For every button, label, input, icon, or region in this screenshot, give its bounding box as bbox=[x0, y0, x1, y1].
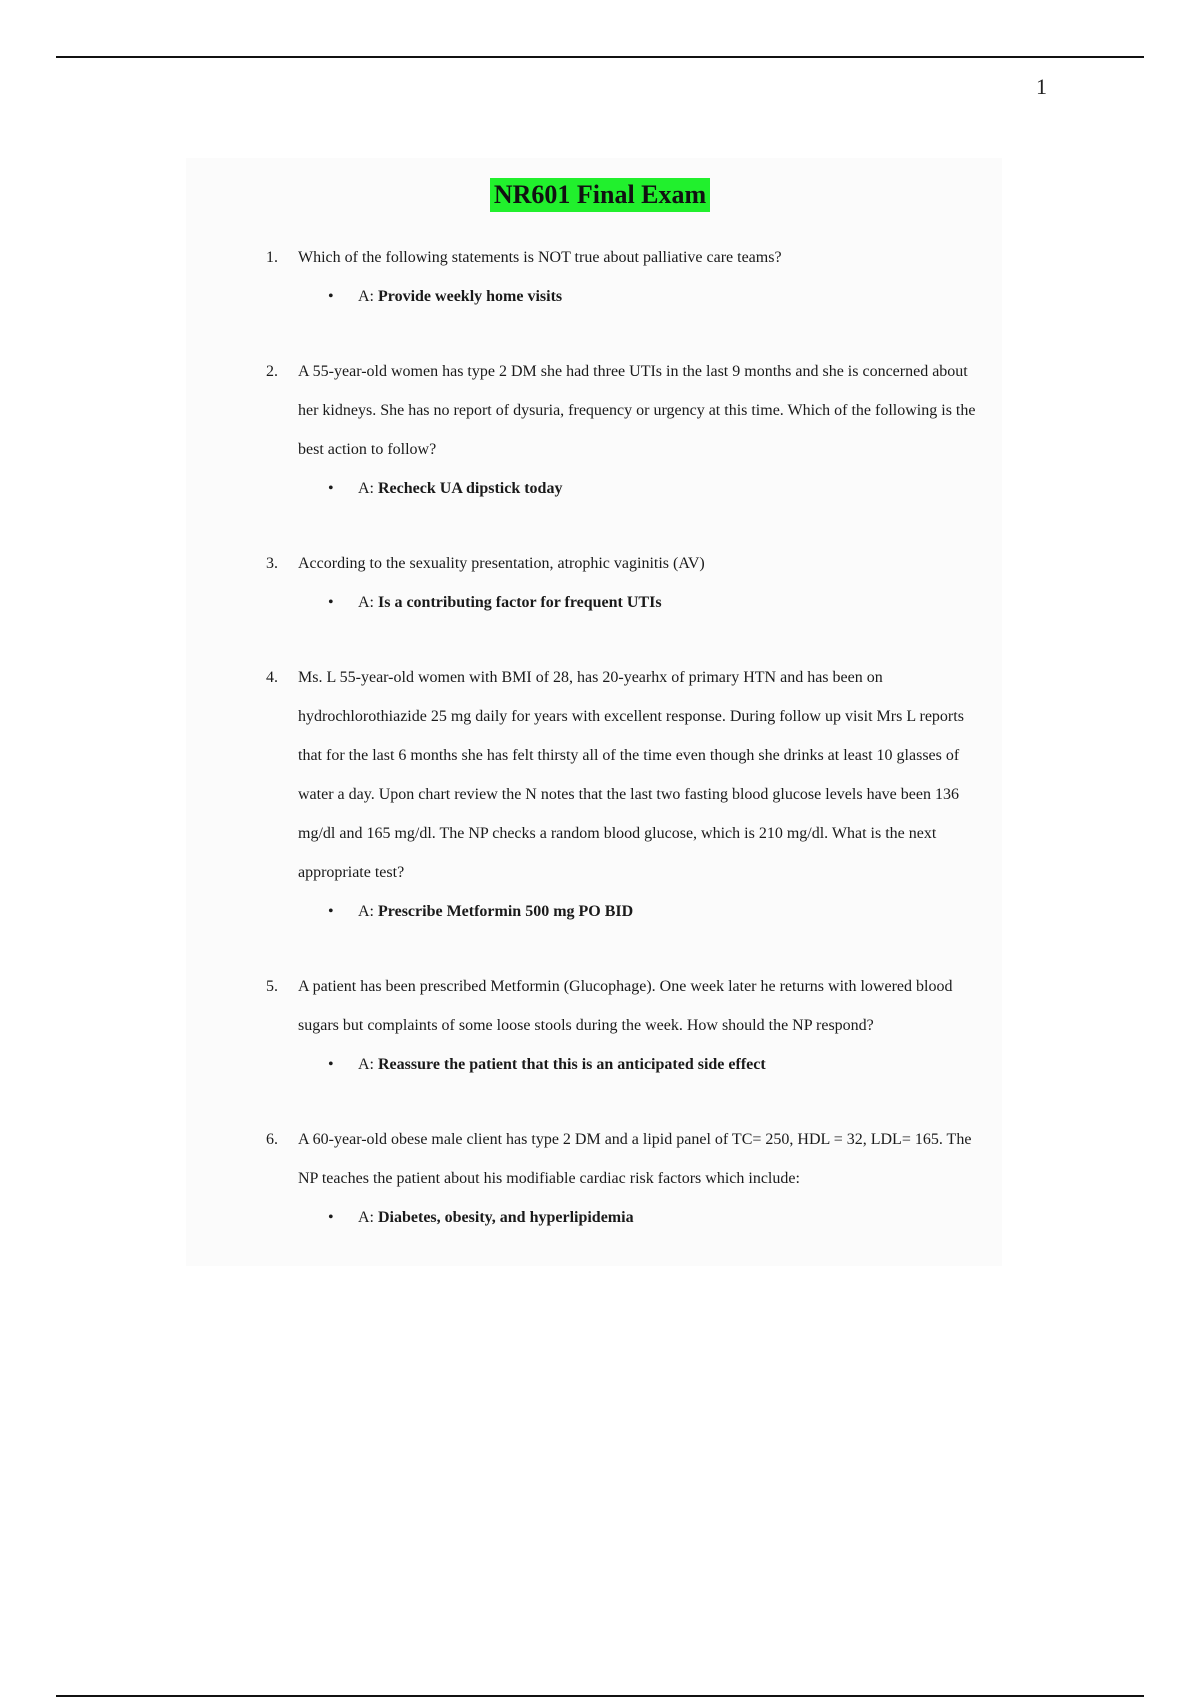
footer-rule bbox=[56, 1695, 1144, 1697]
answer-line bbox=[328, 892, 986, 931]
bullet-icon: • bbox=[328, 288, 334, 305]
answer-text: Is a contributing factor for frequent UTIs bbox=[378, 594, 662, 611]
answer-text: Provide weekly home visits bbox=[378, 288, 563, 305]
question-item bbox=[266, 967, 986, 1084]
answer-prefix: A: bbox=[358, 288, 374, 305]
question-text: According to the sexuality presentation, atrophic vaginitis (AV) bbox=[298, 555, 705, 572]
answer-text: Recheck UA dipstick today bbox=[378, 480, 563, 497]
question-item bbox=[266, 1120, 986, 1237]
question-item bbox=[266, 658, 986, 931]
question-number: 6. bbox=[266, 1131, 278, 1148]
answer-prefix: A: bbox=[358, 594, 374, 611]
answer-line bbox=[328, 277, 986, 316]
question-text: A 55-year-old women has type 2 DM she had three UTIs in the last 9 months and she is concerned about her kidneys. She has no report of dysuria, frequency or urgency at this time. Which of the following is the best action to follow? bbox=[298, 363, 976, 458]
answer-prefix: A: bbox=[358, 1056, 374, 1073]
question-text: A 60-year-old obese male client has type 2 DM and a lipid panel of TC= 250, HDL = 32, LDL= 165. The NP teaches the patient about his modifiable cardiac risk factors which include: bbox=[298, 1131, 972, 1187]
bullet-icon: • bbox=[328, 1209, 334, 1226]
header-rule bbox=[56, 56, 1144, 58]
question-text: A patient has been prescribed Metformin (Glucophage). One week later he returns with lowered blood sugars but complaints of some loose stools during the week. How should the NP respond? bbox=[298, 978, 953, 1034]
page-number: 1 bbox=[1036, 74, 1047, 99]
answer-prefix: A: bbox=[358, 1209, 374, 1226]
question-item bbox=[266, 544, 986, 622]
bullet-icon: • bbox=[328, 480, 334, 497]
answer-text: Diabetes, obesity, and hyperlipidemia bbox=[378, 1209, 634, 1226]
answer-text: Prescribe Metformin 500 mg PO BID bbox=[378, 903, 634, 920]
answer-line bbox=[328, 1045, 986, 1084]
question-list bbox=[266, 238, 986, 1273]
document-title: NR601 Final Exam bbox=[490, 178, 710, 212]
question-number: 5. bbox=[266, 978, 278, 995]
answer-text: Reassure the patient that this is an anticipated side effect bbox=[378, 1056, 766, 1073]
question-number: 4. bbox=[266, 669, 278, 686]
answer-prefix: A: bbox=[358, 903, 374, 920]
answer-line bbox=[328, 1198, 986, 1237]
answer-line bbox=[328, 469, 986, 508]
question-number: 2. bbox=[266, 363, 278, 380]
question-number: 1. bbox=[266, 249, 278, 266]
question-item bbox=[266, 352, 986, 508]
answer-prefix: A: bbox=[358, 480, 374, 497]
bullet-icon: • bbox=[328, 903, 334, 920]
question-number: 3. bbox=[266, 555, 278, 572]
bullet-icon: • bbox=[328, 594, 334, 611]
question-text: Ms. L 55-year-old women with BMI of 28, has 20-yearhx of primary HTN and has been on hydrochlorothiazide 25 mg daily for years with excellent response. During follow up visit Mrs L reports that for the last 6 months she has felt thirsty all of the time even though she drinks at least 10 glasses of water a day. Upon chart review the N notes that the last two fasting blood glucose levels have been 136 mg/dl and 165 mg/dl. The NP checks a random blood glucose, which is 210 mg/dl. What is the next appropriate test? bbox=[298, 669, 964, 881]
bullet-icon: • bbox=[328, 1056, 334, 1073]
question-text: Which of the following statements is NOT true about palliative care teams? bbox=[298, 249, 782, 266]
answer-line bbox=[328, 583, 986, 622]
question-item bbox=[266, 238, 986, 316]
title-container bbox=[0, 178, 1200, 212]
